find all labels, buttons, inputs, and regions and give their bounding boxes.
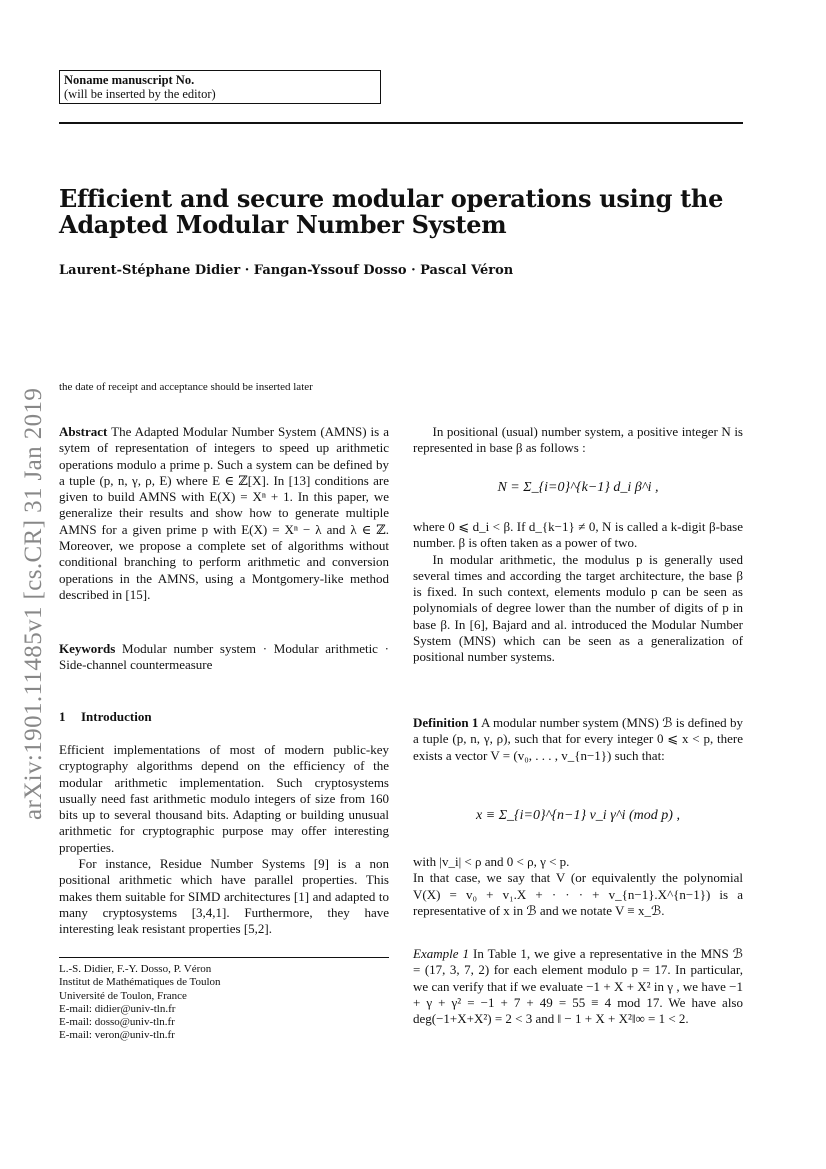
section-number: 1 [59, 709, 66, 724]
example-text: In Table 1, we give a representative in the MNS ℬ = (17, 3, 7, 2) for each element modulo p = 17. In particular, we can verify that if we evaluate −1 + X + X² in γ , we have −1 + γ + γ² = −1 + 7 + 49 = 55 ≡ 4 mod 17. We have also deg(−1+X+X²) = 2 < 3 and ‖ − 1 + X + X²‖∞ = 1 < 2. [413, 946, 743, 1027]
email-didier: E-mail: didier@univ-tln.fr [59, 1002, 176, 1015]
definition-text: A modular number system (MNS) ℬ is defined by a tuple (p, n, γ, ρ), such that for every integer 0 ⩽ x < p, there exists a vector V = (v₀, . . . , v_{n−1}) such that: [413, 715, 743, 763]
equation-mns: x ≡ Σ_{i=0}^{n−1} v_i γ^i (mod p) , [476, 808, 680, 823]
keywords [59, 641, 389, 674]
email-dosso: E-mail: dosso@univ-tln.fr [59, 1016, 175, 1029]
modular-paragraph: In modular arithmetic, the modulus p is generally used several times and according the target architecture, the base β is fixed. In such context, elements modulo p can be seen as polynomials of degree lower than the number of digits of p in base β. In [6], Bajard and al. introduced the Modular Number System (MNS) which can be seen as a generalization of positional number systems. [413, 551, 743, 665]
header-rule [59, 122, 743, 124]
definition-label: Definition 1 [413, 715, 479, 730]
equation-positional: N = Σ_{i=0}^{k−1} d_i β^i , [497, 480, 659, 495]
example-label: Example 1 [413, 946, 470, 961]
digit-paragraph: where 0 ⩽ d_i < β. If d_{k−1} ≠ 0, N is called a k-digit β-base number. β is often taken as a power of two. [413, 519, 743, 551]
section-title: Introduction [81, 709, 152, 724]
author-list: Laurent-Stéphane Didier · Fangan-Yssouf Dosso · Pascal Véron [59, 263, 514, 278]
affiliation-authors: L.-S. Didier, F.-Y. Dosso, P. Véron [59, 963, 212, 975]
editor-note: (will be inserted by the editor) [64, 87, 216, 101]
arxiv-stamp [20, 340, 58, 820]
affiliation-footnote [59, 963, 389, 1043]
manuscript-header-box [59, 70, 381, 104]
section-heading [59, 709, 389, 725]
manuscript-number: Noname manuscript No. [64, 73, 195, 87]
footnote-rule [59, 957, 389, 958]
keywords-text: Modular number system · Modular arithmetic · Side-channel countermeasure [59, 641, 389, 673]
affiliation-university: Université de Toulon, France [59, 989, 187, 1002]
abstract [59, 424, 389, 603]
paper-title: Efficient and secure modular operations using the Adapted Modular Number System [59, 184, 724, 239]
right-body-2 [413, 854, 743, 919]
email-veron: E-mail: veron@univ-tln.fr [59, 1029, 175, 1042]
abstract-label: Abstract [59, 424, 108, 439]
bounds-line: with |v_i| < ρ and 0 < ρ, γ < p. [413, 854, 570, 869]
positional-paragraph: In positional (usual) number system, a positive integer N is represented in base β as follows : [413, 424, 743, 456]
intro-paragraph-2: For instance, Residue Number Systems [9] is a non positional arithmetic which have parallel properties. This makes them suitable for SIMD architectures [1] and adapted to many cryptosystems [3,4,1]. Furthermore, they have interesting leak resistant properties [5,2]. [59, 856, 389, 937]
example-1 [413, 946, 743, 1027]
intro-paragraph-1: Efficient implementations of most of modern public-key cryptography algorithms depend on the efficiency of the modular arithmetic implementation. Such cryptosystems usually need fast arithmetic modulo integers of size from 160 bits up to several thousand bits. Adapting or building unusual arithmetic for cryptographic purpose may offer interesting properties. [59, 742, 389, 855]
intro-body [59, 742, 389, 938]
date-line: the date of receipt and acceptance should be inserted later [59, 381, 313, 393]
arxiv-stamp-text: arXiv:1901.11485v1 [cs.CR] 31 Jan 2019 [20, 387, 47, 820]
keywords-label: Keywords [59, 641, 116, 656]
representative-paragraph: In that case, we say that V (or equivalently the polynomial V(X) = v₀ + v₁.X + · · · + v_{n−1}.X^{n−1}) is a representative of x in ℬ and we notate V ≡ x_ℬ. [413, 870, 743, 918]
right-body-1 [413, 519, 743, 666]
abstract-text: The Adapted Modular Number System (AMNS) is a sytem of representation of integers to speed up arithmetic operations modulo a prime p. Such a system can be defined by a tuple (p, n, γ, ρ, E) where E ∈ ℤ[X]. In [13] conditions are given to build AMNS with E(X) = Xⁿ + 1. In this paper, we generalize their results and show how to generate multiple AMNS for a given prime p with E(X) = Xⁿ − λ and λ ∈ ℤ. Moreover, we propose a complete set of algorithms without conditional branching to perform arithmetic and conversion operations in the AMNS, using a Montgomery-like method described in [15]. [59, 424, 389, 602]
affiliation-institute: Institut de Mathématiques de Toulon [59, 976, 221, 989]
right-intro [413, 424, 743, 457]
definition-1 [413, 715, 743, 764]
